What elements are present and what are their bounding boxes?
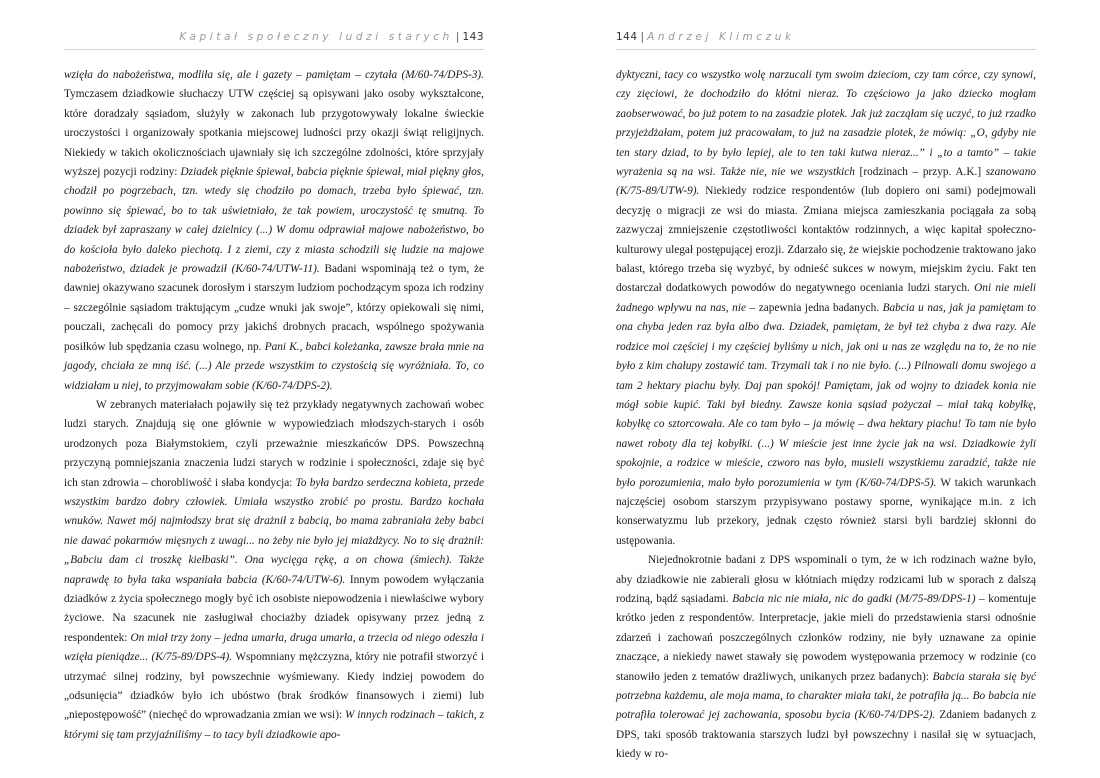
running-head-left — [179, 31, 484, 43]
running-title-left: Kapitał społeczny ludzi starych — [179, 31, 453, 43]
paragraph — [64, 66, 484, 396]
text-run: [rodzinach – przyp. A.K.] — [854, 166, 986, 179]
body-text-left — [64, 66, 484, 745]
text-run: Wspomniany mężczyzna, który nie potrafił stworzyć i utrzymać silnej rodziny, był powszechnie wyśmiewany. Kiedy indziej powodem do „odsunięcia” dziadków było ich ubóstwo (brak środków finansowych i ziemi) lub „niepostępowość” (niechęć do wprowadzania zmian we wsi): — [64, 651, 484, 722]
body-text-right — [616, 66, 1036, 765]
header-separator: | — [640, 31, 645, 43]
running-title-right: Andrzej Klimczuk — [647, 31, 795, 43]
paragraph — [616, 66, 1036, 551]
quote-run: Babcia nic nie miała, nic do gadki (M/75-89/DPS-1) — [732, 592, 976, 605]
text-run: Innym powodem wyłączania dziadków z życia społecznego mogły być ich osobiste niepowodzenia i niewłaściwe wybory życiowe. Na szacunek nie zasługiwał chociażby dziadek opisywany przez jedną z respondentek: — [64, 573, 485, 644]
quote-run: Oni nie mieli żadnego wpływu na nas, nie — [616, 282, 1036, 314]
header-separator: | — [455, 31, 460, 43]
text-run: Niejednokrotnie badani z DPS wspominali o tym, że w ich rodzinach ważne było, aby dziadkowie nie zabierali głosu w kłótniach między rodzicami lub w sporach z dalszą rodziną, bądź sąsiadami. — [616, 554, 1036, 605]
quote-run: W innych rodzinach – takich, z którymi się tam przyjaźniliśmy – to tacy byli dziadkowie apo- — [64, 709, 485, 741]
quote-run: On miał trzy żony – jedna umarła, druga umarła, a trzecia od niego odeszła i wzięła pieniądze... (K/75-89/DPS-4). — [64, 631, 484, 664]
page-number-left: 143 — [462, 31, 484, 43]
header-rule-right — [616, 49, 1036, 50]
quote-run: Pani K., babci koleżanka, zawsze brała mnie na jagody, chciała ze mną iść. (...) Ale przede wszystkim to czystością się wyróżniała. To, co widziałam u niej, to przyjmowałam sobie (K/60-74/DPS-2). — [64, 340, 484, 392]
quote-run: Babcia starała się być potrzebna każdemu, ale moja mama, to charakter miała taki, że potrafiła ją... Bo babcia nie potrafiła tolerować jej zachowania, sposobu bycia (K/60-74/DPS-2). — [616, 670, 1036, 722]
page-number-right: 144 — [616, 31, 638, 43]
running-head-right — [616, 31, 795, 43]
text-run: Zdaniem badanych z DPS, taki sposób traktowania starszych ludzi był powszechny i nasilał się w sytuacjach, kiedy w ro- — [616, 709, 1036, 761]
quote-run: szanowano (K/75-89/UTW-9). — [616, 166, 1036, 198]
quote-run: wzięła do nabożeństwa, modliła się, ale i gazety – pamiętam – czytała (M/60-74/DPS-3). — [64, 69, 484, 81]
text-run: Badani wspominają też o tym, że dawniej okazywano szacunek dorosłym i starszym ludziom pochodzącym spoza ich rodziny – szczególnie sąsiadom traktującym „cudze wnuki jak swoje”, którzy opiekowali się nimi, pouczali, zachęcali do pomocy przy jakichś drobnych pracach, wspólnego spożywania posiłków lub spędzania czasu wolnego, np. — [64, 263, 484, 353]
quote-run: To była bardzo serdeczna kobieta, przede wszystkim bardzo dobry człowiek. Umiała wszystko zrobić po prostu. Bardzo kochała wnuków. Nawet mój najmłodszy brat się drażnił z babcią, bo mama zabraniała żeby babci nie dawać pokarmów mięsnych z uwagi... no żeby nie było jej miażdżycy. No to się drażnił: „Babciu dam ci troszkę kiełbaski”. Ona wycięga rękę, a on chowa (śmiech). Także naprawdę to była taka wspaniała babcia (K/60-74/UTW-6). — [64, 476, 484, 586]
paragraph — [616, 551, 1036, 764]
right-page — [550, 0, 1100, 778]
text-run: W takich warunkach najczęściej osobom starszym przypisywano postawy sporne, wynikające m.in. z ich konserwatyzmu lub przekory, jednak często również starsi byli bardziej skłonni do ustępowania. — [616, 476, 1037, 547]
header-rule-left — [64, 49, 484, 50]
quote-run: dyktyczni, tacy co wszystko wolę narzucali tym swoim dzieciom, czy tam córce, czy synowi, czy zięciowi, że dochodziło do kłótni nieraz. To częściowo ja jako dziecko mogłam zaobserwować, bo już potem to na zasadzie plotek. Jak już zacząłam się uczyć, to już rzadko przyjeżdżałam, potem już pracowałam, to już na zasadzie plotek, że mówią: „O, gdyby nie ten stary dziad, to by było lepiej, ale to ten taki kutwa nieraz...” i „to a tamto” – takie wyrażenia są na wsi. Także nie, nie we wszystkich — [616, 69, 1036, 179]
paragraph — [64, 396, 484, 745]
text-run: Tymczasem dziadkowie słuchaczy UTW częściej są opisywani jako osoby wykształcone, które doradzały sąsiadom, służyły w zakonach lub przygotowywały lokalne świeckie uroczystości i organizowały spotkania miejscowej ludności przy okazji świąt religijnych. Niekiedy w takich okolicznościach ujawniały się ich szczególne zdolności, które sprzyjały wyższej pozycji rodziny: — [64, 88, 484, 179]
text-run: – zapewnia jedna badanych. — [745, 301, 883, 314]
quote-run: Dziadek pięknie śpiewał, babcia pięknie śpiewał, miał piękny głos, chodził po pogrzebach, tzn. wtedy się chodziło po domach, trzeba było śpiewać, tzn. powinno się śpiewać, bo to tak uświetniało, że tak powiem, uroczystość tę smutną. To dziadek był zapraszany w całej dzielnicy (...) W domu odprawiał majowe nabożeństwo, bo do kościoła było daleko piechotą. I z ziemi, czy z miasta schodzili się ludzie na majowe nabożeństwo, dziadek je prowadził (K/60-74/UTW-11). — [64, 166, 485, 276]
text-run: – komentuje krótko jeden z respondentów. Interpretacje, jakie mieli do przedstawienia starsi odnośnie zdarzeń i zachowań poszczególnych członków rodziny, nie były uznawane za opinie znaczące, a niekiedy nawet stawały się powodem występowania przemocy w rodzinie (co stanowiło jeden z tematów drażliwych, unikanych przez badanych): — [616, 592, 1036, 683]
quote-run: Babcia u nas, jak ja pamiętam to ona chyba jeden raz była albo dwa. Dziadek, pamiętam, że był też chyba z dwa razy. Ale rodzice moi częściej i my częściej byliśmy u nich, jak oni u nas ze względu na to, że no nie było z kim chałupy zostawić tam. Trzymali tak i no nie było. (...) Pilnowali domu swojego a tam 2 hektary piachu były. Daj pan spokój! Pamiętam, jak od wojny to dziadek konia nie mógł sobie kupić. Taki był biedny. Zawsze konia sąsiad pożyczał – miał taką kobyłkę, kobyłkę co sztorcowała. Ale co tam było – ja mówię – dwa hektary piachu! To tam nie było nawet roboty dla tej kobyłki. (...) W mieście jest inne życie jak na wsi. Dziadkowie żyli spokojnie, a rodzice w mieście, czworo nas było, musieli wszystkiemu zaradzić, także nie było porozumienia, mało było porozumienia w tym (K/60-74/DPS-5). — [616, 301, 1036, 489]
text-run: W zebranych materiałach pojawiły się też przykłady negatywnych zachowań wobec ludzi starych. Znajdują się one głównie w wypowiedziach młodszych-starych i osób urodzonych poza Białymstokiem, czyli przeważnie mieszkańców DPS. Powszechną przyczyną pomniejszania znaczenia ludzi starych w rodzinie i społeczności, zdaje się być ich stan zdrowia – chorobliwość i słaba kondycja: — [64, 398, 484, 489]
text-run: Niekiedy rodzice respondentów (lub dopiero oni sami) podejmowali decyzję o migracji ze wsi do miasta. Zmiana miejsca zamieszkania pociągała za sobą zazwyczaj zmniejszenie częstotliwości kontaktów rodzinnych, a więc kapitał społeczno-kulturowy ulegał postępującej erozji. Zdarzało się, że wiejskie pochodzenie traktowano jako balast, którego trzeba się wyzbyć, by odnieść sukces w nowym, miejskim życiu. Fakt ten dostarczał dodatkowych powodów do negatywnego oceniania ludzi starych. — [616, 185, 1036, 295]
